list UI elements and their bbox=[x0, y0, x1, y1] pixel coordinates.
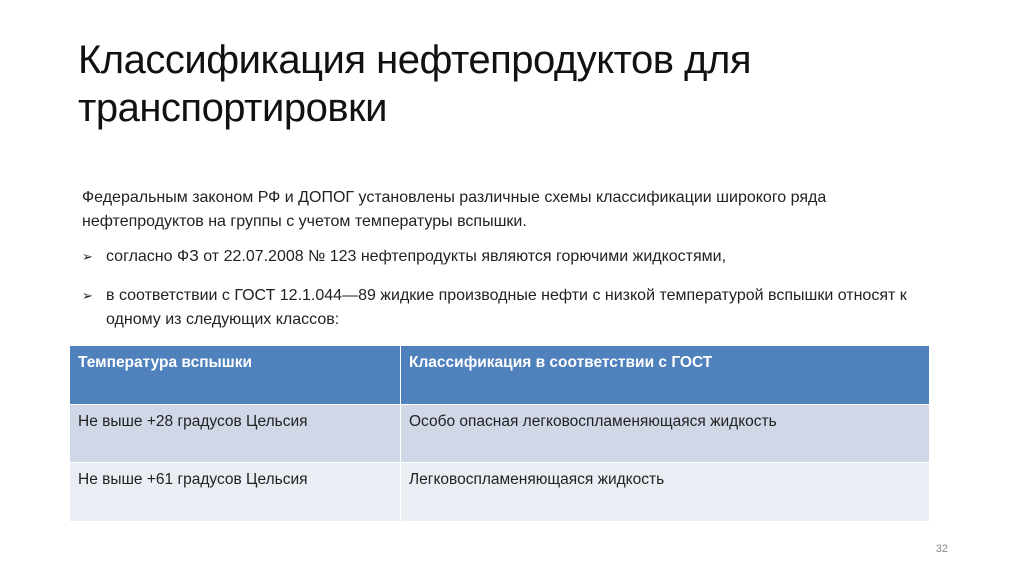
arrow-bullet-icon: ➢ bbox=[82, 288, 93, 303]
bullet-text: согласно ФЗ от 22.07.2008 № 123 нефтепродукты являются горючими жидкостями, bbox=[106, 248, 727, 265]
arrow-bullet-icon: ➢ bbox=[82, 249, 93, 264]
slide-title: Классификация нефтепродуктов для транспортировки bbox=[78, 38, 752, 130]
intro-paragraph: Федеральным законом РФ и ДОПОГ установлены различные схемы классификации широкого ряда нефтепродуктов на группы с учетом температуры вспышки. bbox=[82, 189, 827, 230]
header-gost-classification: Классификация в соответствии с ГОСТ bbox=[401, 346, 930, 405]
bullet-item bbox=[82, 245, 942, 269]
header-flash-temperature: Температура вспышки bbox=[70, 346, 401, 405]
bullet-item bbox=[82, 284, 942, 332]
table-cell: Особо опасная легковоспламеняющаяся жидкость bbox=[401, 405, 930, 463]
table-row bbox=[70, 405, 930, 463]
table-cell: Легковоспламеняющаяся жидкость bbox=[401, 463, 930, 522]
bullet-text: в соответствии с ГОСТ 12.1.044—89 жидкие производные нефти с низкой температурой вспышки относят к одному из следующих классов: bbox=[106, 287, 907, 328]
table-row bbox=[70, 463, 930, 522]
classification-table bbox=[69, 345, 930, 522]
table-cell: Не выше +61 градусов Цельсия bbox=[70, 463, 401, 522]
table-header-row bbox=[70, 346, 930, 405]
table-cell: Не выше +28 градусов Цельсия bbox=[70, 405, 401, 463]
page-number: 32 bbox=[935, 543, 948, 555]
